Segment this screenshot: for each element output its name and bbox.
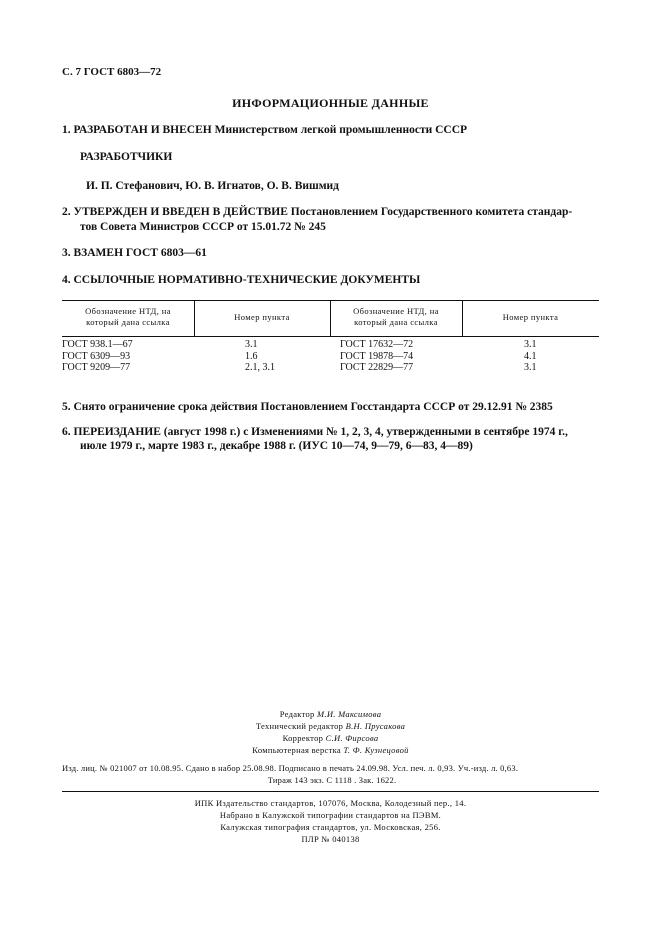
table-cell: 2.1, 3.1 xyxy=(245,362,275,373)
credit-line: Редактор М.И. Максимова xyxy=(279,709,382,719)
header-item-left: Номер пункта xyxy=(234,312,290,322)
section-2-approved-line-2: тов Совета Министров СССР от 15.01.72 № 245 xyxy=(80,221,326,233)
section-2-approved-line-1: 2. УТВЕРЖДЕН И ВВЕДЕН В ДЕЙСТВИЕ Постановлением Государственного комитета стандар- xyxy=(62,206,573,218)
table-header-rule xyxy=(62,336,599,337)
editorial-credits xyxy=(0,708,661,756)
left-doc-column xyxy=(62,339,133,374)
table-cell: ГОСТ 9209—77 xyxy=(62,362,131,373)
header-doc-left: Обозначение НТД, на который дана ссылка xyxy=(85,306,171,327)
table-cell: ГОСТ 17632—72 xyxy=(340,339,414,350)
table-cell: 3.1 xyxy=(524,362,537,373)
section-6-reissue-line-1: 6. ПЕРЕИЗДАНИЕ (август 1998 г.) с Изменениями № 1, 2, 3, 4, утвержденными в сентябре 1974 г., xyxy=(62,426,568,438)
table-cell: 3.1 xyxy=(524,339,537,350)
left-item-column xyxy=(245,339,275,374)
table-cell: ГОСТ 19878—74 xyxy=(340,350,414,362)
section-6-reissue-line-2: июле 1979 г., марте 1983 г., декабре 1988 г. (ИУС 10—74, 9—79, 6—83, 4—89) xyxy=(80,440,473,452)
print-info-line-2: Тираж 143 экз. С 1118 . Зак. 1622. xyxy=(267,775,397,785)
right-doc-column xyxy=(340,339,413,374)
table-cell: 4.1 xyxy=(524,350,537,362)
section-1-developed: 1. РАЗРАБОТАН И ВНЕСЕН Министерством легкой промышленности СССР xyxy=(62,124,468,136)
header-doc-right: Обозначение НТД, на который дана ссылка xyxy=(353,306,439,327)
table-cell: 1.6 xyxy=(245,350,258,362)
table-cell: ГОСТ 6309—93 xyxy=(62,350,131,362)
section-3-replaces: 3. ВЗАМЕН ГОСТ 6803—61 xyxy=(62,247,207,259)
header-item-right: Номер пункта xyxy=(502,312,559,322)
reference-documents-table xyxy=(62,300,599,378)
publisher-info: ИПК Издательство стандартов, 107076, Москва, Колодезный пер., 14. Набрано в Калужской типографии стандартов на ПЭВМ. Калужская типография стандартов, ул. Московская, 256. ПЛР № 040138 xyxy=(194,798,467,844)
separator-rule xyxy=(62,791,599,792)
credit-line: Корректор С.И. Фирсова xyxy=(282,733,379,743)
credit-line: Технический редактор В.Н. Прусакова xyxy=(255,721,406,731)
page-title: ИНФОРМАЦИОННЫЕ ДАННЫЕ xyxy=(232,96,429,110)
section-5-validity: 5. Снято ограничение срока действия Постановлением Госстандарта СССР от 29.12.91 № 2385 xyxy=(62,401,553,413)
print-info-line-1: Изд. лиц. № 021007 от 10.08.95. Сдано в набор 25.08.98. Подписано в печать 24.09.98. Усл. печ. л. 0,93. Уч.-изд. л. 0,63. xyxy=(62,763,519,773)
page-header: С. 7 ГОСТ 6803—72 xyxy=(62,66,162,78)
credit-line: Компьютерная верстка Т. Ф. Кузнецовой xyxy=(252,745,409,755)
table-cell: ГОСТ 938.1—67 xyxy=(62,339,133,350)
table-cell: ГОСТ 22829—77 xyxy=(340,362,414,373)
section-4-title: 4. ССЫЛОЧНЫЕ НОРМАТИВНО-ТЕХНИЧЕСКИЕ ДОКУМЕНТЫ xyxy=(62,274,421,286)
right-item-column xyxy=(524,339,537,374)
table-cell: 3.1 xyxy=(245,339,258,350)
section-1-developers-names: И. П. Стефанович, Ю. В. Игнатов, О. В. Вишмид xyxy=(86,180,339,192)
print-info xyxy=(62,762,602,786)
section-1-developers-label: РАЗРАБОТЧИКИ xyxy=(80,151,173,163)
